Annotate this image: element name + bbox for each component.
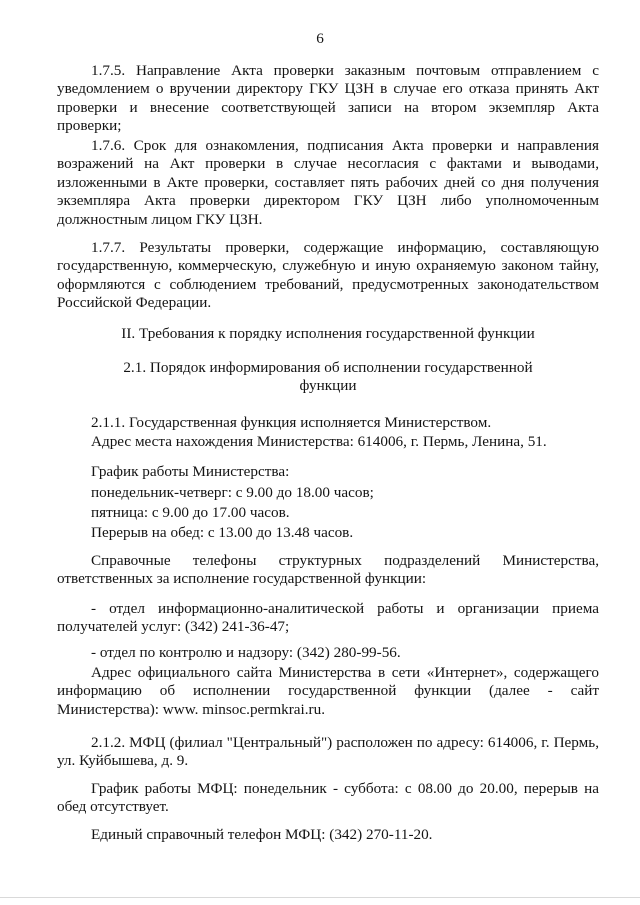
paragraph-1-7-7: 1.7.7. Результаты проверки, содержащие информацию, составляющую государственную, коммерческую, служебную и иную охраняемую законом тайну, оформляются с соблюдением требований, предусмотренных законодательством Российской Федерации. [57,239,599,312]
schedule-mon-thu: понедельник-четверг: с 9.00 до 18.00 часов; [91,484,374,501]
mfc-schedule: График работы МФЦ: понедельник - суббота: с 08.00 до 20.00, перерыв на обед отсутствует. [57,780,599,816]
ministry-address: Адрес места нахождения Министерства: 614006, г. Пермь, Ленина, 51. [91,433,547,450]
paragraph-2-1-2: 2.1.2. МФЦ (филиал "Центральный") расположен по адресу: 614006, г. Пермь, ул. Куйбышева, д. 9. [57,734,599,770]
paragraph-1-7-5: 1.7.5. Направление Акта проверки заказным почтовым отправлением с уведомлением о вручении директору ГКУ ЦЗН в случае его отказа принять Акт проверки и внесение соответствующей записи на втором экземпляр Акта проверки; [57,62,599,135]
ministry-website: Адрес официального сайта Министерства в сети «Интернет», содержащего информацию об исполнении государственной функции (далее - сайт Министерства): www. minsoc.permkrai.ru. [57,664,599,718]
page-bottom-edge [0,897,640,898]
phone-dept-control: - отдел по контролю и надзору: (342) 280-99-56. [91,644,401,661]
schedule-fri: пятница: с 9.00 до 17.00 часов. [91,504,290,521]
schedule-lunch: Перерыв на обед: с 13.00 до 13.48 часов. [91,524,354,541]
phones-intro: Справочные телефоны структурных подразделений Министерства, ответственных за исполнение государственной функции: [57,552,599,588]
paragraph-1-7-6: 1.7.6. Срок для ознакомления, подписания Акта проверки и направления возражений на Акт проверки в случае несогласия с фактами и выводами, изложенными в Акте проверки, составляет пять рабочих дней со дня получения экземпляра Акта проверки директором ГКУ ЦЗН либо уполномоченным должностным лицом ГКУ ЦЗН. [57,137,599,228]
schedule-title: График работы Министерства: [91,463,290,480]
paragraph-2-1-1: 2.1.1. Государственная функция исполняется Министерством. [91,414,492,431]
phone-dept-analytics: - отдел информационно-аналитической работы и организации приема получателей услуг: (342) 241-36-47; [57,600,599,636]
page-number: 6 [316,30,324,47]
section-heading-2-1: 2.1. Порядок информирования об исполнении государственной функции [123,359,533,395]
mfc-phone: Единый справочный телефон МФЦ: (342) 270-11-20. [91,826,433,843]
section-heading-ii: II. Требования к порядку исполнения государственной функции [121,325,535,342]
